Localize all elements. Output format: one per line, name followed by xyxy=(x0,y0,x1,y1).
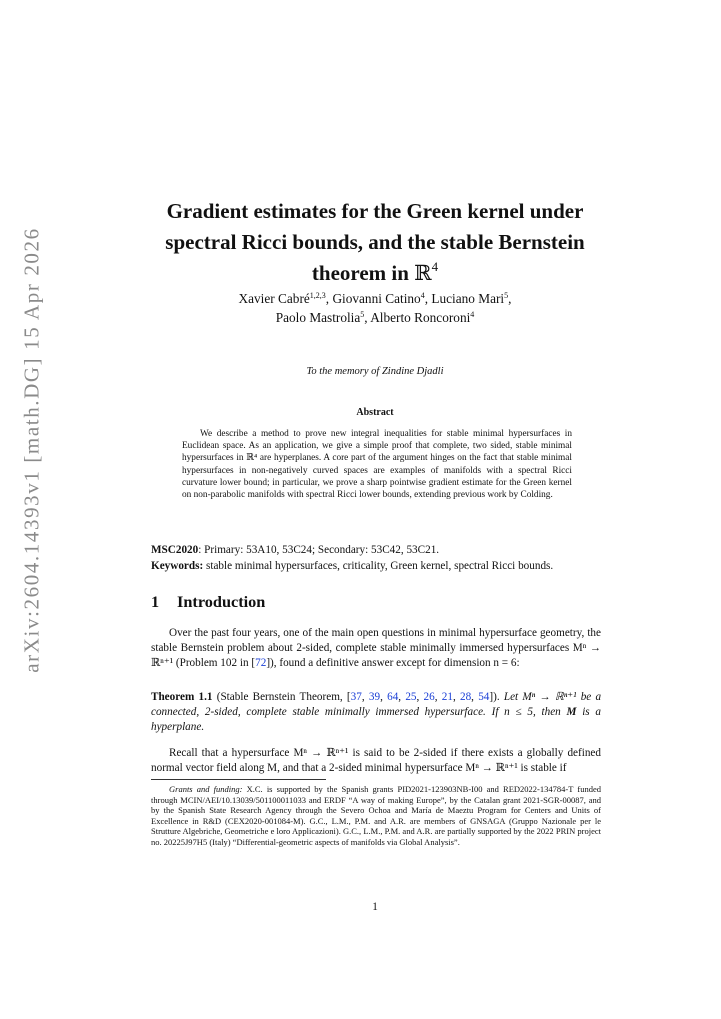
citation-link[interactable]: 25 xyxy=(405,691,417,703)
author-name: Xavier Cabré xyxy=(238,291,310,306)
title-line-1: Gradient estimates for the Green kernel under xyxy=(166,199,584,223)
page-number: 1 xyxy=(372,901,378,913)
author-list: Xavier Cabré$^{1,2,3}$, Giovanni Catino$^4$, Luciano Mari$^5$, Paolo Mastrolia$^5$, Alberto Roncoroni$^4$ xyxy=(238,291,512,325)
citation-link[interactable]: 54 xyxy=(478,691,490,703)
section-heading: 1 Introduction xyxy=(151,592,266,611)
citation-link[interactable]: 39 xyxy=(368,691,381,703)
dedication: To the memory of Zindine Djadli xyxy=(306,366,444,377)
citation-link[interactable]: 21 xyxy=(441,691,453,703)
intro-paragraph: Over the past four years, one of the main open questions in minimal hypersurface geometry, the stable Bernstein problem about 2-sided, complete stable minimally immersed hypersurfaces Mⁿ → ℝⁿ⁺¹ (Problem 102 in [72]), found a definitive answer except for dimension n = 6: xyxy=(151,627,601,669)
arxiv-identifier: arXiv:2604.14393v1 [math.DG] 15 Apr 2026 xyxy=(19,227,44,673)
footnote: Grants and funding: X.C. is supported by the Spanish grants PID2021-123903NB-I00 and RED2022-134784-T funded through MCIN/AEI/10.13039/501100011033 and ERDF “A way of making Europe”, by the Catalan grant 2021-SGR-00087, and by the Spanish State Research Agency through the Severo Ochoa and María de Maeztu Program for Centers and Units of Excellence in R&D (CEX2020-001084-M). G.C., L.M., P.M. and A.R. are members of GNSAGA (Gruppo Nazionale per le Strutture Algebriche, Geometriche e loro Applicazioni). G.C., L.M., P.M. and A.R. are partially supported by the 2022 PRIN project no. 20225J97H5 (Italy) “Differential-geometric aspects of manifolds via Global Analysis”. xyxy=(151,784,601,847)
citation-link[interactable]: 28 xyxy=(459,691,472,703)
title-line-3: theorem in ℝ$^4$ xyxy=(311,259,439,285)
author-name: Giovanni Catino xyxy=(332,291,421,306)
citation-link[interactable]: 72 xyxy=(255,656,267,669)
recall-paragraph: Recall that a hypersurface Mⁿ → ℝⁿ⁺¹ is said to be 2-sided if there exists a globally defined normal vector field along M, and that a 2-sided minimal hypersurface Mⁿ → ℝⁿ⁺¹ is stable if xyxy=(151,747,601,774)
title-line-2: spectral Ricci bounds, and the stable Bernstein xyxy=(165,230,585,254)
paper-title xyxy=(150,196,600,289)
keywords-line: Keywords: stable minimal hypersurfaces, criticality, Green kernel, spectral Ricci bounds. xyxy=(151,559,554,572)
classification-block xyxy=(151,543,601,574)
author-name: Luciano Mari xyxy=(431,291,505,306)
footnote-rule xyxy=(151,779,326,780)
author-name: Alberto Roncoroni xyxy=(370,310,471,325)
citation-link[interactable]: 37 xyxy=(350,691,362,703)
author-name: Paolo Mastrolia xyxy=(275,310,361,325)
msc-line: MSC2020: Primary: 53A10, 53C24; Secondary: 53C42, 53C21. xyxy=(151,544,440,556)
citation-link[interactable]: 26 xyxy=(423,691,435,703)
citation-link[interactable]: 64 xyxy=(387,691,399,703)
theorem-block: Theorem 1.1 (Stable Bernstein Theorem, [37, 39, 64, 25, 26, 21, 28, 54]). Let Mⁿ → ℝⁿ⁺¹ be a connected, 2-sided, complete stable minimally immersed hypersurface. If n ≤ 5, then M is a hyperplane. xyxy=(151,691,602,733)
abstract-text: We describe a method to prove new integral inequalities for stable minimal hypersurfaces in Euclidean space. As an application, we give a simple proof that complete, two sided, stable minimal hypersurfaces in ℝ⁴ are hyperplanes. A core part of the argument hinges on the fact that stable minimal hypersurfaces in non-negatively curved spaces are examples of manifolds with a spectral Ricci curvature lower bound; in particular, we prove a sharp pointwise gradient estimate for the Green kernel on non-parabolic manifolds with spectral Ricci lower bounds, extending previous work by Colding. xyxy=(182,429,572,501)
abstract-heading: Abstract xyxy=(356,407,394,418)
